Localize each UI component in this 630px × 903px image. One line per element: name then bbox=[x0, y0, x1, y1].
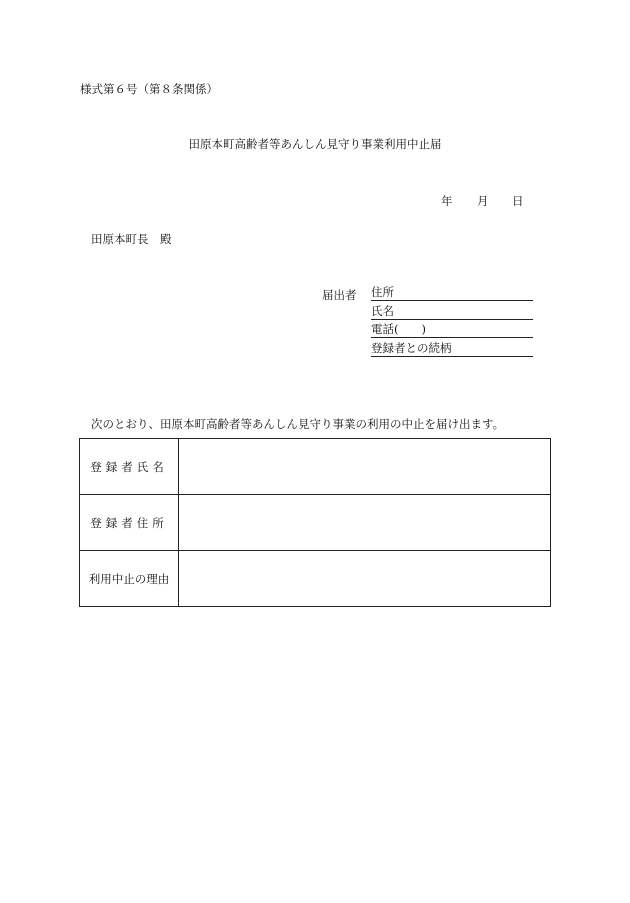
date-month-label: 月 bbox=[477, 194, 489, 208]
applicant-label: 届出者 bbox=[322, 288, 357, 302]
applicant-relation-field[interactable] bbox=[371, 341, 533, 357]
form-number: 様式第６号（第８条関係） bbox=[80, 82, 218, 96]
applicant-phone-field[interactable] bbox=[371, 322, 533, 338]
table-row-registrant-name bbox=[80, 439, 551, 495]
document-title: 田原本町高齢者等あんしん見守り事業利用中止届 bbox=[188, 137, 442, 151]
applicant-address-field[interactable] bbox=[371, 285, 533, 301]
applicant-phone-label: 電話( ) bbox=[371, 322, 426, 336]
date-year-label: 年 bbox=[441, 194, 453, 208]
addressee: 田原本町長 殿 bbox=[91, 232, 172, 246]
applicant-name-field[interactable] bbox=[371, 304, 533, 320]
statement-text: 次のとおり、田原本町高齢者等あんしん見守り事業の利用の中止を届け出ます。 bbox=[91, 417, 505, 431]
table-row-stop-reason bbox=[80, 551, 551, 607]
registrant-address-cell[interactable] bbox=[179, 495, 551, 551]
registration-table bbox=[79, 438, 551, 607]
stop-reason-label: 利用中止の理由 bbox=[80, 551, 179, 607]
table-row-registrant-address bbox=[80, 495, 551, 551]
date-day-label: 日 bbox=[512, 194, 524, 208]
registrant-name-label: 登録者氏名 bbox=[80, 439, 179, 495]
registrant-name-cell[interactable] bbox=[179, 439, 551, 495]
applicant-name-label: 氏名 bbox=[371, 304, 394, 318]
stop-reason-cell[interactable] bbox=[179, 551, 551, 607]
applicant-address-label: 住所 bbox=[371, 285, 394, 299]
registrant-address-label: 登録者住所 bbox=[80, 495, 179, 551]
applicant-relation-label: 登録者との続柄 bbox=[371, 341, 452, 355]
